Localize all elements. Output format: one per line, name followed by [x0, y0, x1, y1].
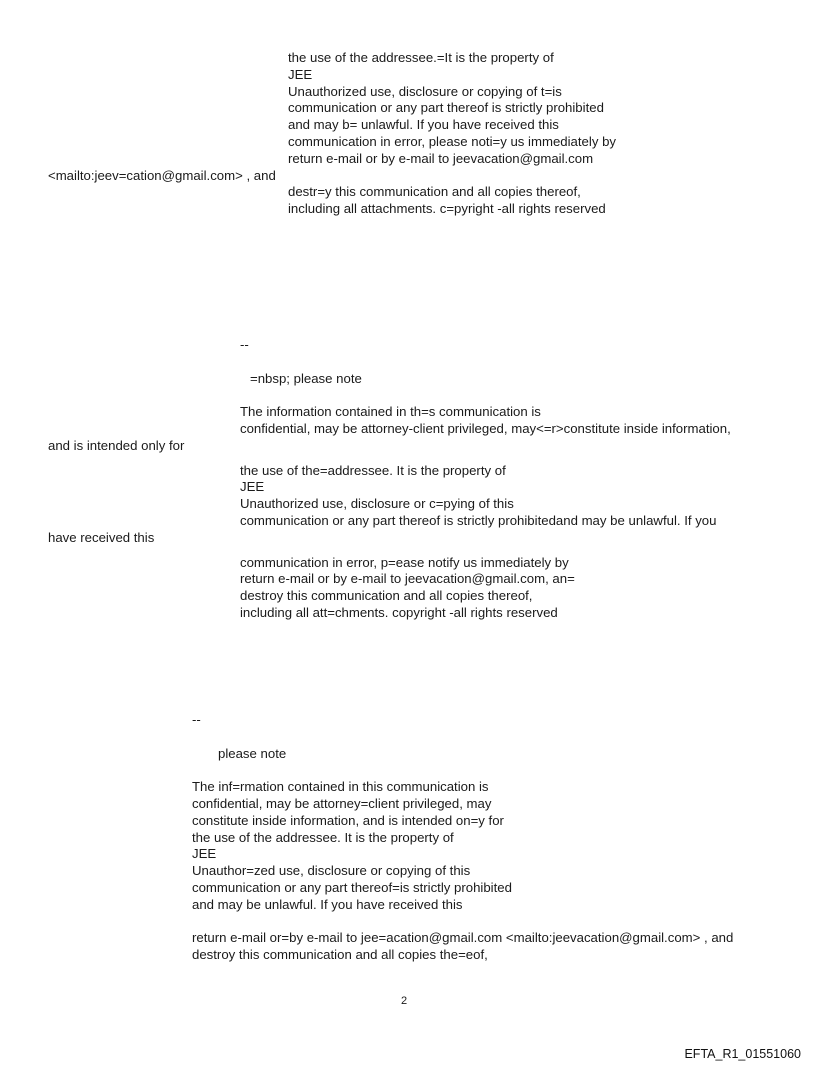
text-line: communication or any part thereof=is strictly prohibited — [192, 879, 512, 895]
text-line: the use of the addressee.=It is the property of — [288, 50, 554, 65]
text-line: and may be unlawful. If you have received this — [192, 896, 463, 912]
text-line: JEE — [192, 846, 217, 862]
text-line: destroy this communication and all copies the=eof, — [192, 947, 488, 963]
text-line: return e-mail or by e-mail to jeevacation@gmail.com — [288, 150, 594, 166]
separator: -- — [240, 337, 249, 352]
text-line: constitute inside information, and is intended on=y for — [192, 812, 504, 828]
text-line: have received this — [48, 529, 155, 545]
please-note-heading: please note — [218, 745, 287, 761]
text-line: The information contained in th=s communication is — [240, 404, 541, 420]
text-line: JEE — [288, 66, 313, 82]
page-number: 2 — [401, 995, 408, 1007]
text-line: Unauthorized use, disclosure or c=pying of this — [240, 496, 514, 512]
text-line: JEE — [240, 479, 265, 495]
disclaimer-block-1 — [48, 50, 617, 218]
text-line: including all attachments. c=pyright -all rights reserved — [288, 201, 606, 217]
text-line: the use of the addressee. It is the property of — [192, 829, 454, 845]
text-line: communication or any part thereof is strictly prohibited — [288, 100, 604, 116]
text-line: destr=y this communication and all copies thereof, — [288, 184, 581, 200]
text-line: including all att=chments. copyright -all rights reserved — [240, 604, 558, 620]
please-note-heading: =nbsp; please note — [250, 370, 362, 386]
document-id: EFTA_R1_01551060 — [684, 1047, 801, 1061]
disclaimer-block-2 — [48, 337, 731, 622]
text-line: The inf=rmation contained in this communication is — [192, 779, 489, 795]
separator: -- — [192, 712, 201, 727]
text-line: confidential, may be attorney=client privileged, may — [192, 795, 492, 811]
text-line: communication in error, p=ease notify us immediately by — [240, 554, 569, 570]
text-line: communication in error, please noti=y us immediately by — [288, 133, 617, 149]
text-line: the use of the=addressee. It is the property of — [240, 462, 506, 478]
text-line: confidential, may be attorney-client privileged, may<=r>constitute inside information, — [240, 420, 731, 436]
mailto-line: <mailto:jeev=cation@gmail.com> , and — [48, 167, 276, 183]
text-line: Unauthor=zed use, disclosure or copying of this — [192, 863, 471, 879]
text-line: return e-mail or=by e-mail to jee=acation@gmail.com <mailto:jeevacation@gmail.com> , and — [192, 930, 734, 946]
text-line: return e-mail or by e-mail to jeevacation@gmail.com, an= — [240, 571, 575, 587]
text-line: destroy this communication and all copies thereof, — [240, 588, 533, 604]
disclaimer-block-3 — [192, 712, 733, 964]
text-line: Unauthorized use, disclosure or copying of t=is — [288, 83, 562, 99]
text-line: and may b= unlawful. If you have received this — [288, 117, 559, 133]
text-line: and is intended only for — [48, 437, 185, 453]
text-line: communication or any part thereof is strictly prohibitedand may be unlawful. If you — [240, 512, 717, 528]
